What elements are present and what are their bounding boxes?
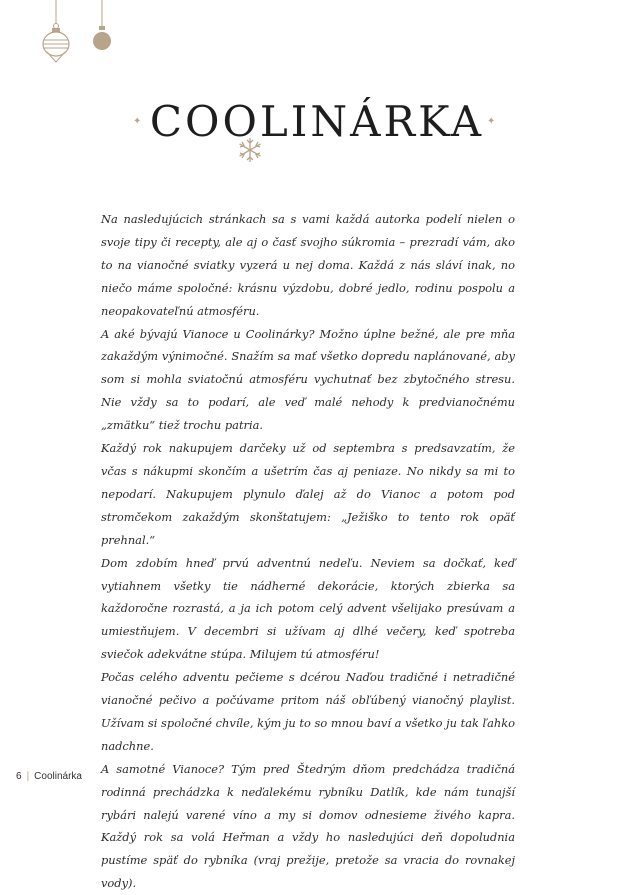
paragraph: Dom zdobím hneď prvú adventnú nedeľu. Neviem sa dočkať, keď vytiahnem všetky tie nádherné dekorácie, ktorých zbierka sa každoročne rozrastá, a ja ich potom celý advent všelijako presúvam a umiestňujem. V decembri si užívam aj dlhé večery, keď spotreba sviečok adekvátne stúpa. Milujem tú atmosféru! [101, 555, 515, 662]
christmas-ornaments [0, 0, 140, 80]
page-footer [16, 771, 82, 782]
footer-label: Coolinárka [34, 771, 82, 782]
snowflake-icon [236, 136, 264, 164]
star-icon: ✦ [487, 116, 496, 127]
paragraph: A aké bývajú Vianoce u Coolinárky? Možno úplne bežné, ale pre mňa zakaždým výnimočné. Snažím sa mať všetko dopredu naplánované, aby som si mohla sviatočnú atmosféru vychutnať bez zbytočného stresu. Nie vždy sa to podarí, ale veď malé nehody k predvianočnému „zmätku“ tiež trochu patria. [101, 326, 515, 433]
paragraph: Každý rok nakupujem darčeky už od septembra s predsavzatím, že včas s nákupmi skončím a ušetrím čas aj peniaze. No nikdy sa mi to nepodarí. Nakupujem plynulo ďalej až do Vianoc a potom pod stromčekom zakaždým skonštatujem: „Ježiško to tento rok opäť prehnal.“ [101, 441, 515, 547]
title-block [0, 96, 634, 166]
star-icon: ✦ [133, 116, 142, 127]
page-number: 6 [16, 771, 22, 782]
paragraph: Počas celého adventu pečieme s dcérou Naďou tradičné i netradičné vianočné pečivo a počúvame pritom náš obľúbený vianočný playlist. Užívam si spoločné chvíle, kým ju to so mnou baví a všetko ju tak ľahko nadchne. [101, 670, 515, 753]
page-title: COOLINÁRKA [149, 97, 485, 146]
footer-separator: | [26, 771, 30, 782]
ornament-icon [0, 0, 140, 80]
article-body [101, 208, 515, 895]
paragraph: A samotné Vianoce? Tým pred Štedrým dňom predchádza tradičná rodinná prechádzka k neďalekému rybníku Datlík, kde nám tunajší rybári nalejú varené víno a my si domov odnesieme živého kapra. Každý rok sa volá Heřman a vždy ho nasledujúci deň dopoludnia pustíme späť do rybníka (vraj prežije, pretože sa vracia do rovnakej vody). [101, 761, 515, 891]
paragraph: Na nasledujúcich stránkach sa s vami každá autorka podelí nielen o svoje tipy či recepty, ale aj o časť svojho súkromia – prezradí vám, ako to na vianočné sviatky vyzerá u nej doma. Každá z nás sláví inak, no niečo máme spoločné: krásnu výzdobu, dobré jedlo, rodinu pospolu a neopakovateľnú atmosféru. [101, 212, 515, 318]
